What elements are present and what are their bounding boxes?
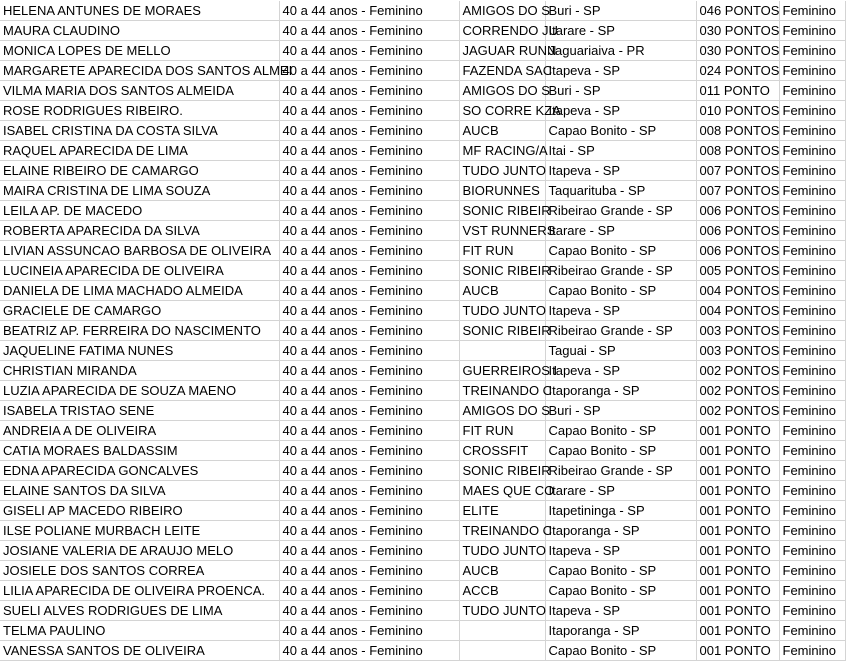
category-cell[interactable]: 40 a 44 anos - Feminino	[279, 401, 459, 421]
points-cell[interactable]: 002 PONTOS	[696, 401, 779, 421]
category-cell[interactable]: 40 a 44 anos - Feminino	[279, 301, 459, 321]
table-body	[0, 1, 845, 661]
table-row	[0, 581, 845, 601]
category-cell[interactable]: 40 a 44 anos - Feminino	[279, 361, 459, 381]
table-row	[0, 361, 845, 381]
gender-cell[interactable]: Feminino	[779, 441, 845, 461]
points-cell[interactable]: 001 PONTO	[696, 601, 779, 621]
table-row	[0, 121, 845, 141]
category-cell[interactable]: 40 a 44 anos - Feminino	[279, 421, 459, 441]
team-cell[interactable]: BIORUNNES	[459, 181, 545, 201]
points-cell[interactable]: 005 PONTOS	[696, 261, 779, 281]
category-cell[interactable]: 40 a 44 anos - Feminino	[279, 61, 459, 81]
points-cell[interactable]: 008 PONTOS	[696, 141, 779, 161]
city-cell[interactable]: Capao Bonito - SP	[545, 641, 696, 661]
athlete-name-cell[interactable]: MAIRA CRISTINA DE LIMA SOUZA	[0, 181, 279, 201]
category-cell[interactable]: 40 a 44 anos - Feminino	[279, 81, 459, 101]
table-row	[0, 181, 845, 201]
city-cell[interactable]: Itapeva - SP	[545, 301, 696, 321]
city-cell[interactable]: Itarare - SP	[545, 481, 696, 501]
city-cell[interactable]: Capao Bonito - SP	[545, 441, 696, 461]
points-cell[interactable]: 001 PONTO	[696, 521, 779, 541]
city-cell[interactable]: Itapeva - SP	[545, 601, 696, 621]
category-cell[interactable]: 40 a 44 anos - Feminino	[279, 261, 459, 281]
athlete-name-cell[interactable]: VILMA MARIA DOS SANTOS ALMEIDA	[0, 81, 279, 101]
points-cell[interactable]: 004 PONTOS	[696, 301, 779, 321]
table-row	[0, 441, 845, 461]
team-cell[interactable]: FAZENDA SAC	[459, 61, 545, 81]
points-cell[interactable]: 046 PONTOS	[696, 1, 779, 21]
table-row	[0, 101, 845, 121]
table-row	[0, 501, 845, 521]
gender-cell[interactable]: Feminino	[779, 641, 845, 661]
team-cell[interactable]: ACCB	[459, 581, 545, 601]
table-row	[0, 641, 845, 661]
table-row	[0, 41, 845, 61]
gender-cell[interactable]: Feminino	[779, 261, 845, 281]
city-cell[interactable]: Itaporanga - SP	[545, 381, 696, 401]
city-cell[interactable]: Capao Bonito - SP	[545, 121, 696, 141]
team-cell[interactable]: JAGUAR RUNN	[459, 41, 545, 61]
points-cell[interactable]: 007 PONTOS	[696, 161, 779, 181]
gender-cell[interactable]: Feminino	[779, 621, 845, 641]
points-cell[interactable]: 001 PONTO	[696, 561, 779, 581]
points-cell[interactable]: 011 PONTO	[696, 81, 779, 101]
category-cell[interactable]: 40 a 44 anos - Feminino	[279, 181, 459, 201]
table-row	[0, 521, 845, 541]
gender-cell[interactable]: Feminino	[779, 41, 845, 61]
category-cell[interactable]: 40 a 44 anos - Feminino	[279, 121, 459, 141]
category-cell[interactable]: 40 a 44 anos - Feminino	[279, 621, 459, 641]
team-cell[interactable]: MF RACING/A	[459, 141, 545, 161]
gender-cell[interactable]: Feminino	[779, 361, 845, 381]
athlete-name-cell[interactable]: JOSIELE DOS SANTOS CORREA	[0, 561, 279, 581]
team-cell[interactable]: TUDO JUNTO	[459, 601, 545, 621]
team-cell[interactable]: GUERREIROS I	[459, 361, 545, 381]
team-cell[interactable]: CROSSFIT	[459, 441, 545, 461]
points-cell[interactable]: 001 PONTO	[696, 461, 779, 481]
gender-cell[interactable]: Feminino	[779, 381, 845, 401]
category-cell[interactable]: 40 a 44 anos - Feminino	[279, 561, 459, 581]
gender-cell[interactable]: Feminino	[779, 121, 845, 141]
city-cell[interactable]: Itaporanga - SP	[545, 621, 696, 641]
athlete-name-cell[interactable]: DANIELA DE LIMA MACHADO ALMEIDA	[0, 281, 279, 301]
athlete-name-cell[interactable]: GRACIELE DE CAMARGO	[0, 301, 279, 321]
table-row	[0, 241, 845, 261]
city-cell[interactable]: Buri - SP	[545, 81, 696, 101]
table-row	[0, 61, 845, 81]
points-cell[interactable]: 001 PONTO	[696, 541, 779, 561]
athlete-name-cell[interactable]: MARGARETE APARECIDA DOS SANTOS ALMEI	[0, 61, 279, 81]
category-cell[interactable]: 40 a 44 anos - Feminino	[279, 201, 459, 221]
points-cell[interactable]: 002 PONTOS	[696, 361, 779, 381]
category-cell[interactable]: 40 a 44 anos - Feminino	[279, 601, 459, 621]
athlete-name-cell[interactable]: ELAINE SANTOS DA SILVA	[0, 481, 279, 501]
city-cell[interactable]: Ribeirao Grande - SP	[545, 261, 696, 281]
category-cell[interactable]: 40 a 44 anos - Feminino	[279, 1, 459, 21]
athlete-name-cell[interactable]: ANDREIA A DE OLIVEIRA	[0, 421, 279, 441]
gender-cell[interactable]: Feminino	[779, 1, 845, 21]
city-cell[interactable]: Capao Bonito - SP	[545, 581, 696, 601]
points-cell[interactable]: 007 PONTOS	[696, 181, 779, 201]
team-cell[interactable]: SONIC RIBEIR	[459, 201, 545, 221]
points-cell[interactable]: 001 PONTO	[696, 421, 779, 441]
team-cell[interactable]: AUCB	[459, 281, 545, 301]
athlete-name-cell[interactable]: HELENA ANTUNES DE MORAES	[0, 1, 279, 21]
table-row	[0, 201, 845, 221]
category-cell[interactable]: 40 a 44 anos - Feminino	[279, 21, 459, 41]
category-cell[interactable]: 40 a 44 anos - Feminino	[279, 281, 459, 301]
gender-cell[interactable]: Feminino	[779, 601, 845, 621]
gender-cell[interactable]: Feminino	[779, 421, 845, 441]
city-cell[interactable]: Itapetininga - SP	[545, 501, 696, 521]
athlete-name-cell[interactable]: ELAINE RIBEIRO DE CAMARGO	[0, 161, 279, 181]
athlete-name-cell[interactable]: BEATRIZ AP. FERREIRA DO NASCIMENTO	[0, 321, 279, 341]
table-row	[0, 541, 845, 561]
athlete-name-cell[interactable]: LEILA AP. DE MACEDO	[0, 201, 279, 221]
gender-cell[interactable]: Feminino	[779, 301, 845, 321]
city-cell[interactable]: Itarare - SP	[545, 21, 696, 41]
category-cell[interactable]: 40 a 44 anos - Feminino	[279, 521, 459, 541]
city-cell[interactable]: Itapeva - SP	[545, 361, 696, 381]
city-cell[interactable]: Itaporanga - SP	[545, 521, 696, 541]
athlete-name-cell[interactable]: LIVIAN ASSUNCAO BARBOSA DE OLIVEIRA	[0, 241, 279, 261]
athlete-name-cell[interactable]: LILIA APARECIDA DE OLIVEIRA PROENCA.	[0, 581, 279, 601]
category-cell[interactable]: 40 a 44 anos - Feminino	[279, 221, 459, 241]
points-cell[interactable]: 006 PONTOS	[696, 201, 779, 221]
team-cell[interactable]: SONIC RIBEIR	[459, 321, 545, 341]
athlete-name-cell[interactable]: MAURA CLAUDINO	[0, 21, 279, 41]
points-cell[interactable]: 004 PONTOS	[696, 281, 779, 301]
table-row	[0, 141, 845, 161]
points-cell[interactable]: 008 PONTOS	[696, 121, 779, 141]
points-cell[interactable]: 001 PONTO	[696, 581, 779, 601]
city-cell[interactable]: Jaguariaiva - PR	[545, 41, 696, 61]
points-cell[interactable]: 001 PONTO	[696, 621, 779, 641]
team-cell[interactable]: FIT RUN	[459, 421, 545, 441]
city-cell[interactable]: Buri - SP	[545, 1, 696, 21]
category-cell[interactable]: 40 a 44 anos - Feminino	[279, 441, 459, 461]
team-cell[interactable]: VST RUNNERS	[459, 221, 545, 241]
athlete-name-cell[interactable]: CATIA MORAES BALDASSIM	[0, 441, 279, 461]
athlete-name-cell[interactable]: EDNA APARECIDA GONCALVES	[0, 461, 279, 481]
athlete-name-cell[interactable]: VANESSA SANTOS DE OLIVEIRA	[0, 641, 279, 661]
athlete-name-cell[interactable]: TELMA PAULINO	[0, 621, 279, 641]
city-cell[interactable]: Taguai - SP	[545, 341, 696, 361]
points-cell[interactable]: 002 PONTOS	[696, 381, 779, 401]
team-cell[interactable]	[459, 621, 545, 641]
gender-cell[interactable]: Feminino	[779, 101, 845, 121]
city-cell[interactable]: Ribeirao Grande - SP	[545, 321, 696, 341]
category-cell[interactable]: 40 a 44 anos - Feminino	[279, 41, 459, 61]
team-cell[interactable]: AUCB	[459, 121, 545, 141]
table-row	[0, 461, 845, 481]
city-cell[interactable]: Itai - SP	[545, 141, 696, 161]
points-cell[interactable]: 030 PONTOS	[696, 41, 779, 61]
athlete-name-cell[interactable]: GISELI AP MACEDO RIBEIRO	[0, 501, 279, 521]
category-cell[interactable]: 40 a 44 anos - Feminino	[279, 341, 459, 361]
team-cell[interactable]: AMIGOS DO S	[459, 401, 545, 421]
category-cell[interactable]: 40 a 44 anos - Feminino	[279, 381, 459, 401]
table-row	[0, 401, 845, 421]
city-cell[interactable]: Capao Bonito - SP	[545, 421, 696, 441]
category-cell[interactable]: 40 a 44 anos - Feminino	[279, 481, 459, 501]
table-row	[0, 281, 845, 301]
category-cell[interactable]: 40 a 44 anos - Feminino	[279, 241, 459, 261]
category-cell[interactable]: 40 a 44 anos - Feminino	[279, 541, 459, 561]
category-cell[interactable]: 40 a 44 anos - Feminino	[279, 461, 459, 481]
team-cell[interactable]: AUCB	[459, 561, 545, 581]
city-cell[interactable]: Taquarituba - SP	[545, 181, 696, 201]
gender-cell[interactable]: Feminino	[779, 161, 845, 181]
city-cell[interactable]: Itapeva - SP	[545, 101, 696, 121]
city-cell[interactable]: Capao Bonito - SP	[545, 281, 696, 301]
team-cell[interactable]	[459, 641, 545, 661]
athlete-name-cell[interactable]: JOSIANE VALERIA DE ARAUJO MELO	[0, 541, 279, 561]
city-cell[interactable]: Itapeva - SP	[545, 161, 696, 181]
athlete-name-cell[interactable]: RAQUEL APARECIDA DE LIMA	[0, 141, 279, 161]
team-cell[interactable]: TUDO JUNTO	[459, 161, 545, 181]
team-cell[interactable]: TREINANDO C	[459, 521, 545, 541]
team-cell[interactable]: TREINANDO C	[459, 381, 545, 401]
points-cell[interactable]: 003 PONTOS	[696, 341, 779, 361]
points-cell[interactable]: 006 PONTOS	[696, 221, 779, 241]
gender-cell[interactable]: Feminino	[779, 481, 845, 501]
category-cell[interactable]: 40 a 44 anos - Feminino	[279, 321, 459, 341]
gender-cell[interactable]: Feminino	[779, 281, 845, 301]
gender-cell[interactable]: Feminino	[779, 181, 845, 201]
athlete-name-cell[interactable]: LUCINEIA APARECIDA DE OLIVEIRA	[0, 261, 279, 281]
table-row	[0, 221, 845, 241]
gender-cell[interactable]: Feminino	[779, 521, 845, 541]
athlete-name-cell[interactable]: ISABEL CRISTINA DA COSTA SILVA	[0, 121, 279, 141]
category-cell[interactable]: 40 a 44 anos - Feminino	[279, 641, 459, 661]
gender-cell[interactable]: Feminino	[779, 341, 845, 361]
table-row	[0, 21, 845, 41]
team-cell[interactable]: TUDO JUNTO	[459, 301, 545, 321]
city-cell[interactable]: Itapeva - SP	[545, 61, 696, 81]
gender-cell[interactable]: Feminino	[779, 501, 845, 521]
team-cell[interactable]: SONIC RIBEIR	[459, 261, 545, 281]
points-cell[interactable]: 006 PONTOS	[696, 241, 779, 261]
city-cell[interactable]: Itarare - SP	[545, 221, 696, 241]
table-row	[0, 261, 845, 281]
points-cell[interactable]: 003 PONTOS	[696, 321, 779, 341]
points-cell[interactable]: 024 PONTOS	[696, 61, 779, 81]
athlete-name-cell[interactable]: MONICA LOPES DE MELLO	[0, 41, 279, 61]
points-cell[interactable]: 030 PONTOS	[696, 21, 779, 41]
city-cell[interactable]: Ribeirao Grande - SP	[545, 461, 696, 481]
category-cell[interactable]: 40 a 44 anos - Feminino	[279, 101, 459, 121]
table-row	[0, 621, 845, 641]
team-cell[interactable]: AMIGOS DO S	[459, 1, 545, 21]
gender-cell[interactable]: Feminino	[779, 61, 845, 81]
category-cell[interactable]: 40 a 44 anos - Feminino	[279, 501, 459, 521]
city-cell[interactable]: Capao Bonito - SP	[545, 241, 696, 261]
gender-cell[interactable]: Feminino	[779, 201, 845, 221]
athlete-name-cell[interactable]: ILSE POLIANE MURBACH LEITE	[0, 521, 279, 541]
table-row	[0, 601, 845, 621]
gender-cell[interactable]: Feminino	[779, 221, 845, 241]
table-row	[0, 341, 845, 361]
team-cell[interactable]: MAES QUE CO	[459, 481, 545, 501]
gender-cell[interactable]: Feminino	[779, 21, 845, 41]
athlete-name-cell[interactable]: ISABELA TRISTAO SENE	[0, 401, 279, 421]
athlete-name-cell[interactable]: SUELI ALVES RODRIGUES DE LIMA	[0, 601, 279, 621]
gender-cell[interactable]: Feminino	[779, 321, 845, 341]
athlete-name-cell[interactable]: JAQUELINE FATIMA NUNES	[0, 341, 279, 361]
athlete-name-cell[interactable]: LUZIA APARECIDA DE SOUZA MAENO	[0, 381, 279, 401]
results-table	[0, 1, 846, 661]
gender-cell[interactable]: Feminino	[779, 561, 845, 581]
team-cell[interactable]: ELITE	[459, 501, 545, 521]
athlete-name-cell[interactable]: ROSE RODRIGUES RIBEIRO.	[0, 101, 279, 121]
gender-cell[interactable]: Feminino	[779, 541, 845, 561]
athlete-name-cell[interactable]: CHRISTIAN MIRANDA	[0, 361, 279, 381]
city-cell[interactable]: Capao Bonito - SP	[545, 561, 696, 581]
team-cell[interactable]	[459, 341, 545, 361]
team-cell[interactable]: CORRENDO JU	[459, 21, 545, 41]
gender-cell[interactable]: Feminino	[779, 581, 845, 601]
table-row	[0, 421, 845, 441]
gender-cell[interactable]: Feminino	[779, 401, 845, 421]
team-cell[interactable]: SO CORRE KZA	[459, 101, 545, 121]
table-row	[0, 321, 845, 341]
table-row	[0, 161, 845, 181]
gender-cell[interactable]: Feminino	[779, 461, 845, 481]
city-cell[interactable]: Itapeva - SP	[545, 541, 696, 561]
points-cell[interactable]: 001 PONTO	[696, 501, 779, 521]
category-cell[interactable]: 40 a 44 anos - Feminino	[279, 161, 459, 181]
category-cell[interactable]: 40 a 44 anos - Feminino	[279, 581, 459, 601]
gender-cell[interactable]: Feminino	[779, 81, 845, 101]
points-cell[interactable]: 001 PONTO	[696, 641, 779, 661]
points-cell[interactable]: 001 PONTO	[696, 441, 779, 461]
city-cell[interactable]: Ribeirao Grande - SP	[545, 201, 696, 221]
team-cell[interactable]: TUDO JUNTO	[459, 541, 545, 561]
points-cell[interactable]: 001 PONTO	[696, 481, 779, 501]
city-cell[interactable]: Buri - SP	[545, 401, 696, 421]
gender-cell[interactable]: Feminino	[779, 241, 845, 261]
table-row	[0, 381, 845, 401]
gender-cell[interactable]: Feminino	[779, 141, 845, 161]
table-row	[0, 81, 845, 101]
athlete-name-cell[interactable]: ROBERTA APARECIDA DA SILVA	[0, 221, 279, 241]
category-cell[interactable]: 40 a 44 anos - Feminino	[279, 141, 459, 161]
table-row	[0, 481, 845, 501]
table-row	[0, 1, 845, 21]
table-row	[0, 301, 845, 321]
team-cell[interactable]: SONIC RIBEIR	[459, 461, 545, 481]
team-cell[interactable]: AMIGOS DO S	[459, 81, 545, 101]
team-cell[interactable]: FIT RUN	[459, 241, 545, 261]
points-cell[interactable]: 010 PONTOS	[696, 101, 779, 121]
table-row	[0, 561, 845, 581]
